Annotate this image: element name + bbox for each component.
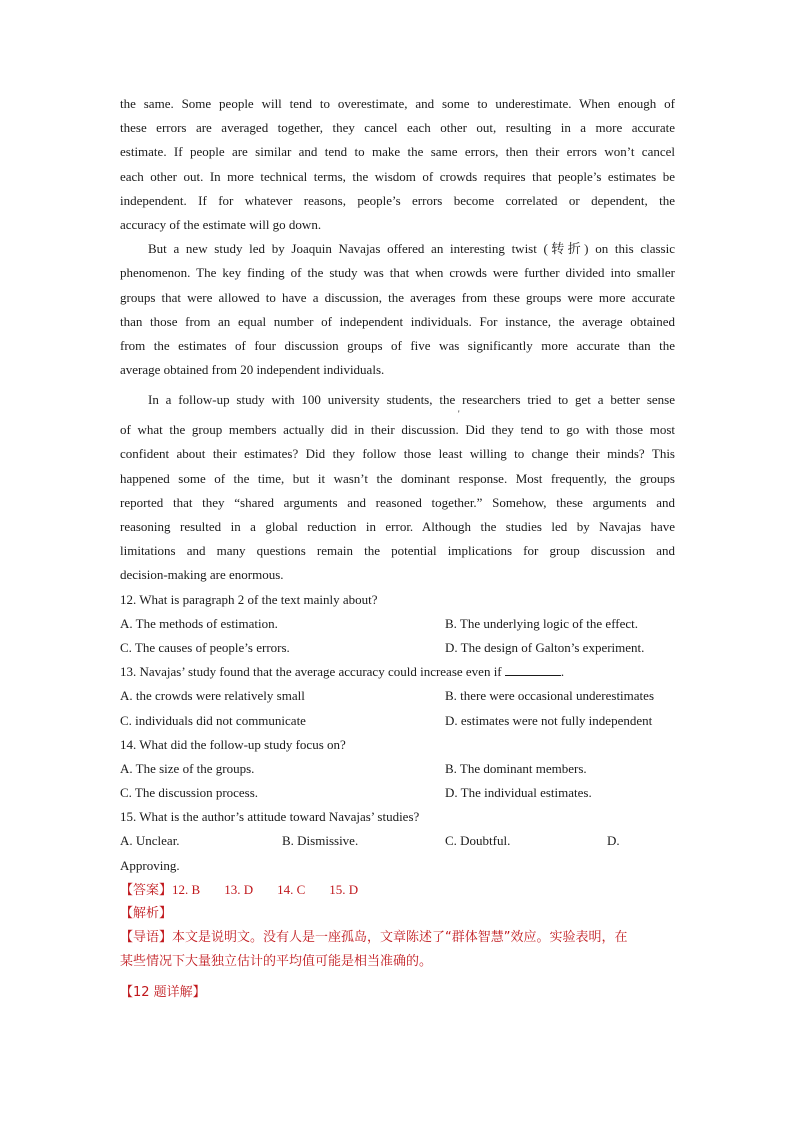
question-options: [120, 829, 675, 853]
answer-label: 【答案】: [120, 882, 173, 898]
option-a: A. The size of the groups.: [120, 760, 255, 776]
guide-line: [120, 926, 675, 950]
question-stem: 12. What is paragraph 2 of the text mainly about?: [120, 591, 378, 607]
text-line: from the estimates of four discussion groups of five was significantly more accurate than the: [120, 337, 675, 353]
option-a: A. the crowds were relatively small: [120, 688, 305, 704]
answer-blank: [505, 663, 561, 676]
answer-key: [120, 878, 675, 902]
text-line: accuracy of the estimate will go down.: [120, 216, 322, 232]
text-line: average obtained from 20 independent individuals.: [120, 362, 385, 378]
document-page: [120, 92, 675, 1005]
option-b: B. The underlying logic of the effect.: [445, 615, 639, 631]
question-options: [120, 757, 675, 805]
text-line: the same. Some people will tend to overestimate, and some to underestimate. When enough of: [120, 96, 675, 111]
question-15: [120, 805, 675, 878]
text-line: reasoning resulted in a global reduction in error. Although the studies led by Navajas have: [120, 519, 675, 534]
option-b: B. Dismissive.: [282, 833, 359, 849]
text-line: limitations and many questions remain the potential implications for group discussion and: [120, 543, 675, 559]
option-a: A. Unclear.: [120, 833, 180, 849]
option-d: D. The design of Galton’s experiment.: [445, 639, 645, 655]
text-line: estimate. If people are similar and tend to make the same errors, then their errors won’t cancel: [120, 144, 675, 160]
question-stem: 15. What is the author’s attitude toward Navajas’ studies?: [120, 809, 420, 825]
question-stem: 14. What did the follow-up study focus on?: [120, 736, 346, 752]
option-c: C. individuals did not communicate: [120, 712, 306, 728]
option-b: B. The dominant members.: [445, 760, 587, 776]
passage-paragraph-2: [120, 237, 675, 382]
text-line: independent. If for whatever reasons, people’s errors become correlated or dependent, the: [120, 192, 675, 208]
text-line: [120, 382, 675, 418]
question-13: [120, 660, 675, 733]
answer-item: 14. C: [277, 881, 306, 897]
option-a: A. The methods of estimation.: [120, 615, 278, 631]
question-12: [120, 588, 675, 661]
question-14: [120, 733, 675, 806]
text-line: But a new study led by Joaquin Navajas offered an interesting twist (转折) on this classic: [148, 241, 675, 257]
passage-paragraph-1: [120, 92, 675, 237]
guide-label: 【导语】: [120, 930, 173, 946]
passage-paragraph-3: [120, 382, 675, 587]
option-c: C. The discussion process.: [120, 785, 259, 801]
text-line: groups that were allowed to have a discussion, the averages from these groups were more accurate: [120, 289, 675, 305]
option-d: D. estimates were not fully independent: [445, 712, 653, 728]
text-line: each other out. In more technical terms, the wisdom of crowds requires that people’s estimates be: [120, 168, 675, 184]
question-options: [120, 612, 675, 660]
answer-item: 12. B: [172, 881, 201, 897]
option-b: B. there were occasional underestimates: [445, 688, 654, 704]
text-line: these errors are averaged together, they cancel each other out, resulting in a more accurate: [120, 120, 675, 136]
detail-label: 【12 题详解】: [120, 984, 206, 1000]
option-d: D.: [607, 833, 620, 849]
text-line: of what the group members actually did in their discussion. Did they tend to go with those most: [120, 422, 675, 438]
answer-item: 13. D: [224, 881, 254, 897]
question-options: [120, 684, 675, 732]
answer-item: 15. D: [329, 881, 359, 897]
option-d: D. The individual estimates.: [445, 785, 592, 801]
stray-mark: ': [458, 409, 460, 420]
option-c: C. Doubtful.: [445, 833, 511, 849]
question-stem-text: 13. Navajas’ study found that the average accuracy could increase even if: [120, 664, 502, 680]
text-line: phenomenon. The key finding of the study was that when crowds were further divided into smaller: [120, 265, 675, 281]
text-line: reported that they “shared arguments and reasoned together.” Somehow, these arguments and: [120, 494, 675, 510]
analysis-label: 【解析】: [120, 906, 173, 921]
text-line: than those from an equal number of independent individuals. For instance, the average obtained: [120, 313, 675, 329]
text-line: happened some of the time, but it wasn’t the dominant response. Most frequently, the groups: [120, 470, 675, 486]
text-line-content: In a follow-up study with 100 university students, the researchers tried to get a better sense: [148, 392, 675, 408]
text-line: confident about their estimates? Did they follow those least willing to change their minds? This: [120, 446, 675, 462]
option-d-continued: Approving.: [120, 857, 180, 873]
option-c: C. The causes of people’s errors.: [120, 639, 290, 655]
question-stem-end: .: [560, 664, 565, 680]
guide-line: 某些情况下大量独立估计的平均值可能是相当准确的。: [120, 954, 433, 970]
guide-text: 本文是说明文。没有人是一座孤岛，文章陈述了“群体智慧”效应。实验表明，在: [172, 930, 628, 946]
question-stem: [120, 660, 675, 684]
text-line: decision-making are enormous.: [120, 567, 284, 583]
